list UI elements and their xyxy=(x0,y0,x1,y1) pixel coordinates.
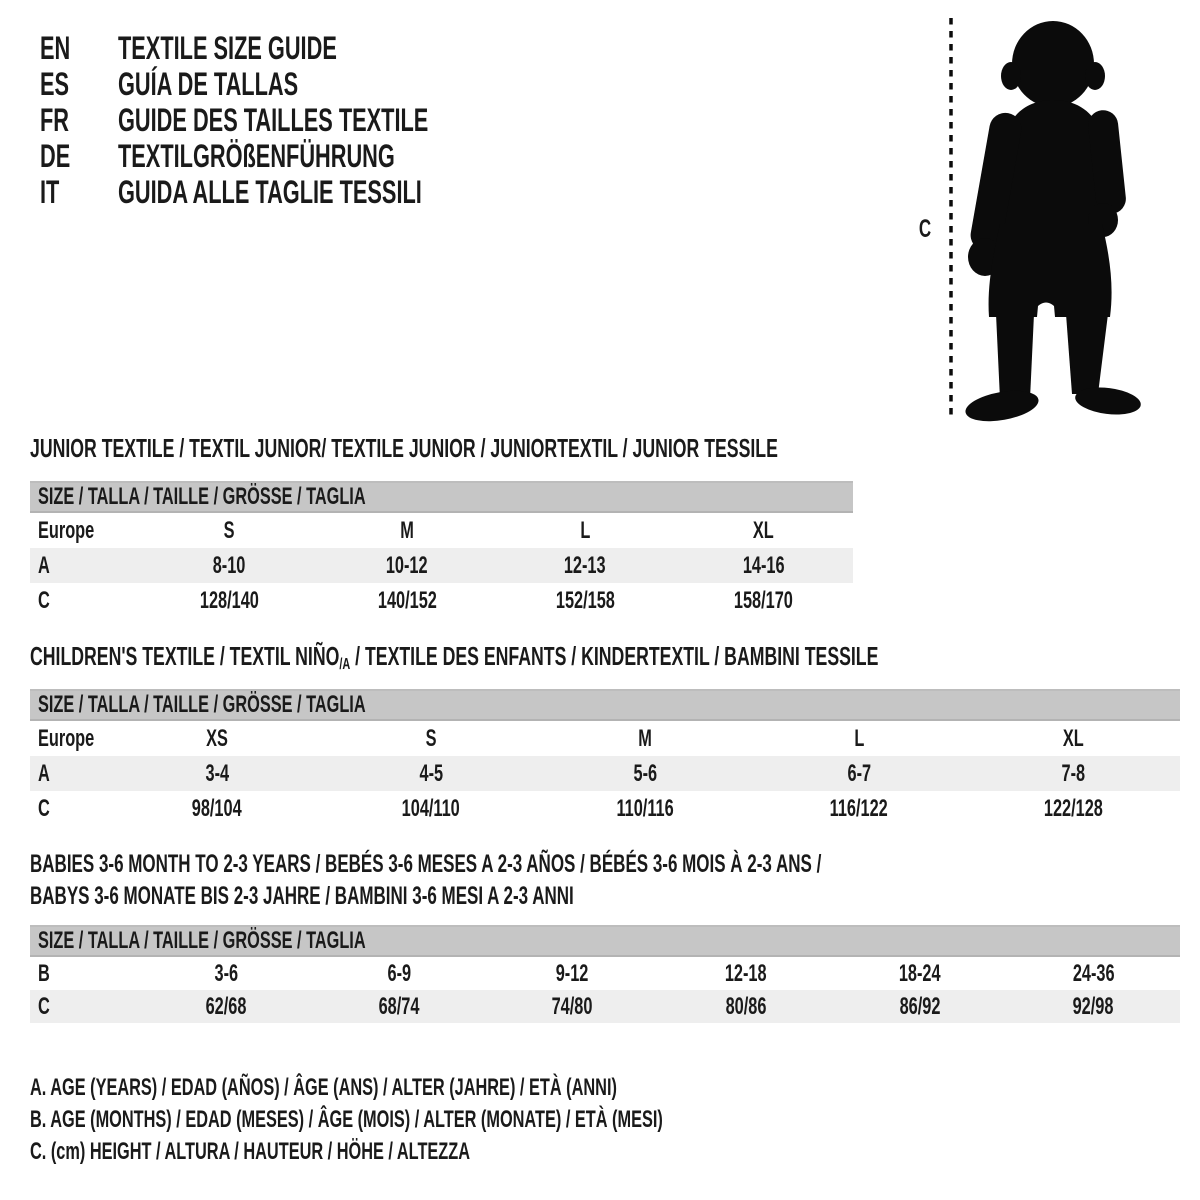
row-label: B xyxy=(38,959,50,987)
cell-value: XL xyxy=(1062,724,1084,752)
note-b xyxy=(30,1104,961,1136)
table-cell xyxy=(486,990,659,1023)
table-cell xyxy=(496,548,674,583)
age-years-row xyxy=(30,548,853,583)
cell-value: 5-6 xyxy=(633,759,657,787)
row-label: A xyxy=(38,551,50,579)
table-cell xyxy=(140,957,313,990)
note-c xyxy=(30,1136,961,1168)
language-code xyxy=(40,30,118,66)
cell-value: 6-7 xyxy=(847,759,871,787)
table-cell xyxy=(140,548,318,583)
size-header-text: SIZE / TALLA / TAILLE / GRÖSSE / TAGLIA xyxy=(38,927,366,954)
height-cm-row xyxy=(30,583,853,618)
table-cell xyxy=(313,957,486,990)
table-cell xyxy=(659,957,833,990)
table-cell xyxy=(318,548,496,583)
table-cell xyxy=(674,548,853,583)
table-cell xyxy=(110,756,324,791)
cell-value: 128/140 xyxy=(199,586,259,614)
cell-value: 74/80 xyxy=(552,992,593,1020)
junior-section-title-text: JUNIOR TEXTILE / TEXTIL JUNIOR/ TEXTILE JUNIOR / JUNIORTEXTIL / JUNIOR TESSILE xyxy=(30,433,778,463)
table-cell xyxy=(752,721,966,756)
cell-value: S xyxy=(425,724,437,752)
table-cell xyxy=(833,957,1007,990)
language-code xyxy=(40,138,118,174)
cell-value: L xyxy=(580,516,590,544)
language-row-es xyxy=(40,66,574,102)
row-label: C xyxy=(38,586,50,614)
table-cell xyxy=(966,756,1180,791)
language-row-en xyxy=(40,30,574,66)
age-years-row xyxy=(30,756,1180,791)
cell-value: 24-36 xyxy=(1072,959,1115,987)
cell-value: 3-6 xyxy=(214,959,239,987)
table-cell xyxy=(538,721,752,756)
table-cell xyxy=(110,721,324,756)
height-measure-label xyxy=(910,215,940,244)
baby-silhouette-icon xyxy=(963,21,1142,424)
row-label: Europe xyxy=(38,516,95,544)
children-title-subscript: /A xyxy=(339,656,351,673)
table-cell xyxy=(833,990,1007,1023)
height-cm-row xyxy=(30,990,1180,1023)
cell-value: XS xyxy=(206,724,228,752)
junior-section-title xyxy=(30,433,1130,463)
cell-value: S xyxy=(223,516,235,544)
table-cell xyxy=(324,791,538,826)
language-row-de xyxy=(40,138,574,174)
table-cell xyxy=(966,791,1180,826)
row-label-cell xyxy=(30,756,110,791)
language-label-text: GUIDA ALLE TAGLIE TESSILI xyxy=(118,174,422,210)
babies-title-line2-text: BABYS 3-6 MONATE BIS 2-3 JAHRE / BAMBINI 3-6 MESI A 2-3 ANNI xyxy=(30,882,574,910)
language-label xyxy=(118,138,525,174)
size-header-text: SIZE / TALLA / TAILLE / GRÖSSE / TAGLIA xyxy=(38,691,366,718)
table-cell xyxy=(1007,990,1180,1023)
table-cell xyxy=(324,756,538,791)
language-code-text: IT xyxy=(40,174,60,210)
language-label xyxy=(118,174,565,210)
language-code-text: ES xyxy=(40,66,70,102)
language-row-it xyxy=(40,174,574,210)
note-b-text: B. AGE (MONTHS) / EDAD (MESES) / ÂGE (MOIS) / ALTER (MONATE) / ETÀ (MESI) xyxy=(30,1106,663,1133)
language-label xyxy=(118,102,574,138)
cell-value: 7-8 xyxy=(1061,759,1085,787)
table-cell xyxy=(538,756,752,791)
table-cell xyxy=(486,957,659,990)
row-label: A xyxy=(38,759,50,787)
cell-value: 12-13 xyxy=(564,551,606,579)
cell-value: 8-10 xyxy=(212,551,246,579)
cell-value: L xyxy=(854,724,864,752)
size-header-cell xyxy=(30,925,1180,957)
cell-value: 6-9 xyxy=(387,959,412,987)
europe-sizes-row xyxy=(30,721,1180,756)
table-cell xyxy=(538,791,752,826)
table-cell xyxy=(110,791,324,826)
cell-value: 80/86 xyxy=(725,992,767,1020)
cell-value: 4-5 xyxy=(419,759,443,787)
babies-section-title xyxy=(30,848,1194,912)
children-section-title-text xyxy=(30,641,878,680)
table-cell xyxy=(496,583,674,618)
language-row-fr xyxy=(40,102,574,138)
row-label-cell xyxy=(30,957,140,990)
row-label-cell xyxy=(30,990,140,1023)
cell-value: 152/158 xyxy=(555,586,615,614)
cell-value: 62/68 xyxy=(206,992,247,1020)
row-label-cell xyxy=(30,548,140,583)
row-label-cell xyxy=(30,791,110,826)
children-size-table xyxy=(30,689,1180,826)
table-cell xyxy=(313,990,486,1023)
cell-value: 9-12 xyxy=(556,959,589,987)
cell-value: 122/128 xyxy=(1043,794,1103,822)
size-header-cell xyxy=(30,481,853,513)
children-title-suffix: / TEXTILE DES ENFANTS / KINDERTEXTIL / BAMBINI TESSILE xyxy=(350,641,879,671)
table-cell xyxy=(140,513,318,548)
cell-value: 12-18 xyxy=(725,959,767,987)
cell-value: 158/170 xyxy=(734,586,794,614)
size-header-row xyxy=(30,925,1180,957)
cell-value: 14-16 xyxy=(742,551,785,579)
table-cell xyxy=(752,756,966,791)
language-label-text: TEXTILGRÖßENFÜHRUNG xyxy=(118,138,395,174)
language-title-list xyxy=(40,30,574,210)
note-a xyxy=(30,1072,961,1104)
language-code-text: FR xyxy=(40,102,70,138)
table-cell xyxy=(674,513,853,548)
height-measure-letter: C xyxy=(918,215,932,243)
row-label: Europe xyxy=(38,724,95,752)
cell-value: M xyxy=(400,516,414,544)
table-cell xyxy=(318,513,496,548)
cell-value: 140/152 xyxy=(377,586,437,614)
row-label-cell xyxy=(30,583,140,618)
height-cm-row xyxy=(30,791,1180,826)
babies-size-table xyxy=(30,925,1180,1023)
cell-value: 98/104 xyxy=(192,794,242,822)
language-code xyxy=(40,66,118,102)
cell-value: 110/116 xyxy=(616,794,674,822)
cell-value: 92/98 xyxy=(1073,992,1114,1020)
babies-title-line1 xyxy=(30,848,1194,880)
table-cell xyxy=(324,721,538,756)
row-label-cell xyxy=(30,513,140,548)
legend-notes xyxy=(30,1072,961,1168)
table-cell xyxy=(318,583,496,618)
table-cell xyxy=(140,990,313,1023)
size-header-row xyxy=(30,689,1180,721)
cell-value: XL xyxy=(753,516,774,544)
table-cell xyxy=(496,513,674,548)
cell-value: 104/110 xyxy=(401,794,461,822)
language-code-text: EN xyxy=(40,30,71,66)
table-cell xyxy=(140,583,318,618)
europe-sizes-row xyxy=(30,513,853,548)
cell-value: 116/122 xyxy=(829,794,889,822)
size-header-text: SIZE / TALLA / TAILLE / GRÖSSE / TAGLIA xyxy=(38,483,366,510)
table-cell xyxy=(966,721,1180,756)
note-a-text: A. AGE (YEARS) / EDAD (AÑOS) / ÂGE (ANS) / ALTER (JAHRE) / ETÀ (ANNI) xyxy=(30,1074,617,1101)
row-label: C xyxy=(38,794,50,822)
size-header-row xyxy=(30,481,853,513)
language-label xyxy=(118,30,440,66)
language-label-text: GUIDE DES TAILLES TEXTILE xyxy=(118,102,429,138)
note-c-text: C. (cm) HEIGHT / ALTURA / HAUTEUR / HÖHE / ALTEZZA xyxy=(30,1138,471,1165)
cell-value: 18-24 xyxy=(899,959,941,987)
babies-title-line2 xyxy=(30,880,1194,912)
cell-value: 68/74 xyxy=(379,992,420,1020)
language-code xyxy=(40,102,118,138)
cell-value: M xyxy=(638,724,652,752)
junior-size-table xyxy=(30,481,853,618)
age-months-row xyxy=(30,957,1180,990)
language-label xyxy=(118,66,383,102)
baby-silhouette-figure xyxy=(940,14,1145,424)
language-code xyxy=(40,174,118,210)
row-label-cell xyxy=(30,721,110,756)
row-label: C xyxy=(38,992,50,1020)
language-label-text: TEXTILE SIZE GUIDE xyxy=(118,30,337,66)
table-cell xyxy=(752,791,966,826)
children-title-prefix: CHILDREN'S TEXTILE / TEXTIL NIÑO xyxy=(30,641,340,671)
cell-value: 10-12 xyxy=(386,551,428,579)
size-header-cell xyxy=(30,689,1180,721)
table-cell xyxy=(659,990,833,1023)
table-cell xyxy=(1007,957,1180,990)
language-label-text: GUÍA DE TALLAS xyxy=(118,66,299,102)
table-cell xyxy=(674,583,853,618)
babies-title-line1-text: BABIES 3-6 MONTH TO 2-3 YEARS / BEBÉS 3-6 MESES A 2-3 AÑOS / BÉBÉS 3-6 MOIS À 2-3 ANS / xyxy=(30,850,822,878)
cell-value: 3-4 xyxy=(205,759,229,787)
cell-value: 86/92 xyxy=(899,992,941,1020)
language-code-text: DE xyxy=(40,138,71,174)
children-section-title xyxy=(30,641,1200,680)
